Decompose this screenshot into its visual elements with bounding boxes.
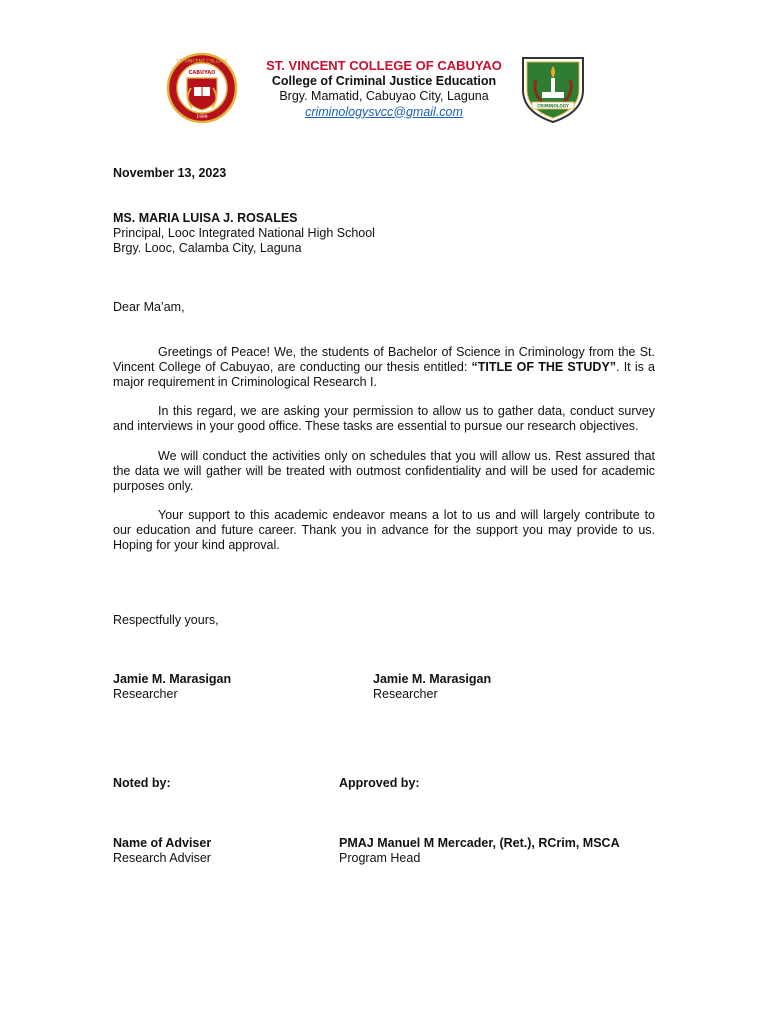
thesis-title: “TITLE OF THE STUDY” <box>471 360 617 374</box>
body-paragraph-4 <box>113 508 655 553</box>
signatory-role: Program Head <box>339 851 421 865</box>
recipient-address: Brgy. Looc, Calamba City, Laguna <box>113 241 302 255</box>
signatory-researcher-1 <box>113 672 231 702</box>
signatory-role: Research Adviser <box>113 851 211 865</box>
shield-banner-text: CRIMINOLOGY <box>537 103 569 109</box>
recipient-title: Principal, Looc Integrated National High School <box>113 226 375 240</box>
letter-date: November 13, 2023 <box>113 166 227 180</box>
signatory-researcher-2 <box>373 672 491 702</box>
signatory-adviser <box>113 836 211 866</box>
criminology-shield-logo <box>518 52 588 124</box>
signatory-program-head <box>339 836 620 866</box>
college-seal-logo <box>166 52 238 124</box>
p4-text: Your support to this academic endeavor means a lot to us and will largely contribute to our education and future career. Thank you in advance for the support you may provide to us. Hoping for your kind approval. <box>113 508 655 552</box>
signatory-role: Researcher <box>113 687 178 701</box>
seal-band-text: CABUYAO <box>188 70 216 76</box>
recipient-block <box>113 211 375 256</box>
approved-by-label: Approved by: <box>339 776 420 790</box>
signatory-name: PMAJ Manuel M Mercader, (Ret.), RCrim, MSCA <box>339 836 620 850</box>
signatory-role: Researcher <box>373 687 438 701</box>
salutation: Dear Ma’am, <box>113 300 185 314</box>
recipient-name: MS. MARIA LUISA J. ROSALES <box>113 211 298 225</box>
p1-text-end: . It is a major requirement in Criminological Research I. <box>113 360 656 389</box>
seal-year-text: 1999 <box>196 115 208 120</box>
body-paragraph-3 <box>113 449 655 494</box>
college-name: ST. VINCENT COLLEGE OF CABUYAO <box>266 58 502 73</box>
p3-text: We will conduct the activities only on schedules that you will allow us. Rest assured that the data we will gather will be treated with outmost confidentiality and will be used for academic purposes only. <box>113 449 655 493</box>
p2-text: In this regard, we are asking your permission to allow us to gather data, conduct survey and interviews in your good office. These tasks are essential to pursue our research objectives. <box>113 404 655 433</box>
body-paragraph-1 <box>113 345 655 390</box>
noted-by-label: Noted by: <box>113 776 171 790</box>
signatory-name: Jamie M. Marasigan <box>113 672 232 686</box>
department-name: College of Criminal Justice Education <box>271 73 497 88</box>
body-paragraph-2 <box>113 404 655 434</box>
signatory-name: Name of Adviser <box>113 836 212 850</box>
college-address: Brgy. Mamatid, Cabuyao City, Laguna <box>279 89 489 103</box>
p1-text: Greetings of Peace! We, the students of Bachelor of Science in Criminology from the St. Vincent College of Cabuyao, are conducting our thesis entitled: <box>113 345 655 374</box>
contact-email-link[interactable]: criminologysvcc@gmail.com <box>305 104 463 119</box>
signatory-name: Jamie M. Marasigan <box>373 672 492 686</box>
letterhead <box>240 58 528 120</box>
closing: Respectfully yours, <box>113 613 219 627</box>
seal-top-text: ST. VINCENT COLLEGE <box>176 59 228 65</box>
